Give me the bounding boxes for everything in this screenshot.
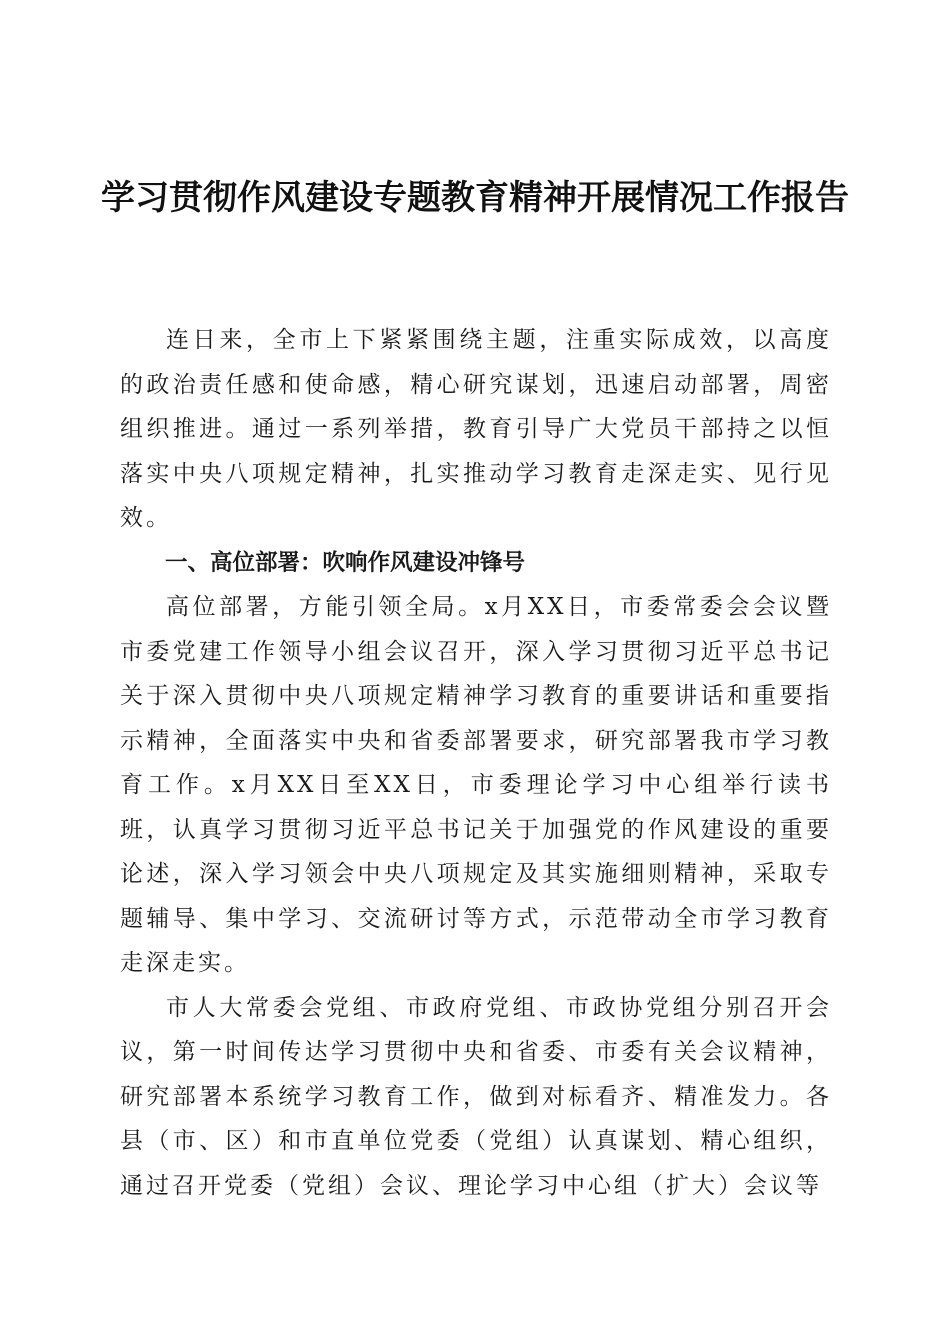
section-heading-1: 一、高位部署：吹响作风建设冲锋号	[165, 549, 526, 576]
document-title: 学习贯彻作风建设专题教育精神开展情况工作报告	[101, 178, 849, 218]
intro-paragraph: 连日来，全市上下紧紧围绕主题，注重实际成效，以高度的政治责任感和使命感，精心研究谋划，迅速启动部署，周密组织推进。通过一系列举措，教育引导广大党员干部持之以恒落实中央八项规定精神，扎实推动学习教育走深走实、见行见效。	[120, 327, 832, 531]
document-body	[120, 318, 832, 1208]
section-1-paragraph-1: 高位部署，方能引领全局。x月XX日，市委常委会会议暨市委党建工作领导小组会议召开，深入学习贯彻习近平总书记关于深入贯彻中央八项规定精神学习教育的重要讲话和重要指示精神，全面落实中央和省委部署要求，研究部署我市学习教育工作。x月XX日至XX日，市委理论学习中心组举行读书班，认真学习贯彻习近平总书记关于加强党的作风建设的重要论述，深入学习领会中央八项规定及其实施细则精神，采取专题辅导、集中学习、交流研讨等方式，示范带动全市学习教育走深走实。	[120, 594, 832, 976]
section-1-paragraph-2: 市人大常委会党组、市政府党组、市政协党组分别召开会议，第一时间传达学习贯彻中央和省委、市委有关会议精神，研究部署本系统学习教育工作，做到对标看齐、精准发力。各县（市、区）和市直单位党委（党组）认真谋划、精心组织，通过召开党委（党组）会议、理论学习中心组（扩大）会议等	[120, 994, 832, 1199]
